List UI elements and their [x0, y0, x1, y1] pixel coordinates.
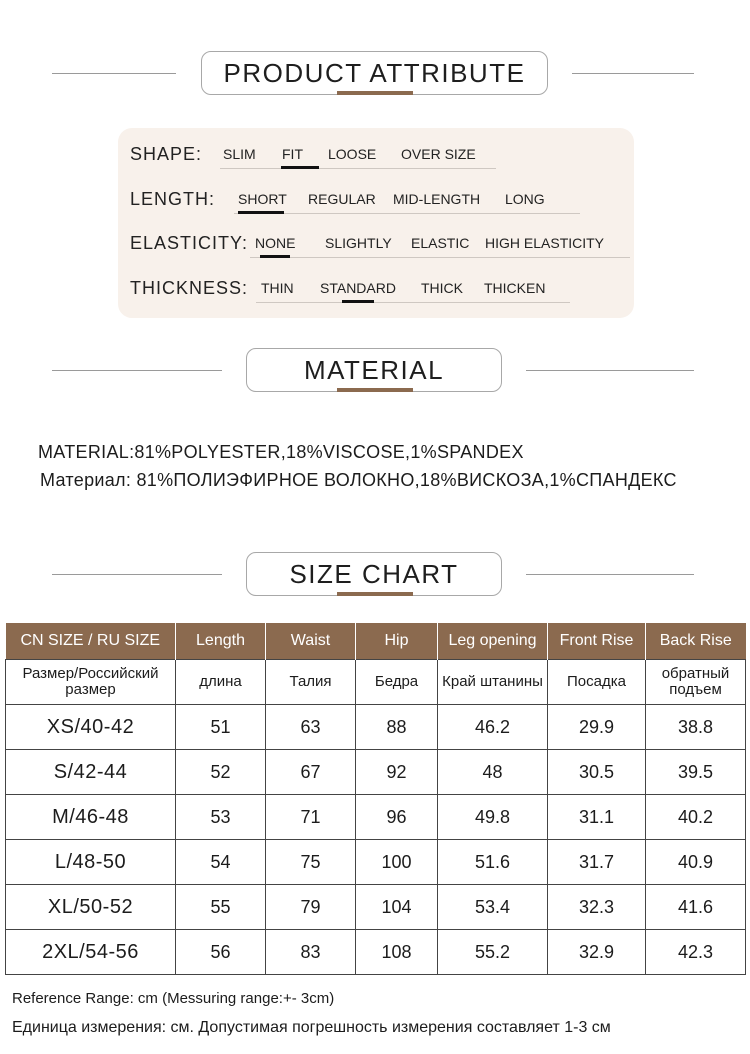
attribute-label: ELASTICITY: [130, 233, 249, 253]
subheader-cell: длина [176, 660, 266, 705]
divider-line [572, 73, 694, 74]
table-row [6, 750, 746, 795]
table-cell: 108 [356, 930, 438, 975]
selected-marker [238, 211, 284, 214]
option-thick: THICK [421, 280, 463, 296]
table-row [6, 930, 746, 975]
table-cell: 41.6 [646, 885, 746, 930]
selected-marker [260, 255, 290, 258]
table-cell: XS/40-42 [6, 705, 176, 750]
table-cell: 71 [266, 795, 356, 840]
table-cell: 2XL/54-56 [6, 930, 176, 975]
table-cell: 51.6 [438, 840, 548, 885]
option-high-elasticity: HIGH ELASTICITY [485, 235, 605, 251]
option-standard: STANDARD [320, 280, 396, 296]
attribute-label: THICKNESS: [130, 278, 249, 298]
subheader-cell: Посадка [548, 660, 646, 705]
section-title: MATERIAL [246, 348, 502, 392]
table-cell: 49.8 [438, 795, 548, 840]
material-heading [0, 348, 750, 398]
option-long: LONG [505, 191, 545, 207]
table-cell: 75 [266, 840, 356, 885]
table-cell: 40.2 [646, 795, 746, 840]
table-cell: 31.7 [548, 840, 646, 885]
table-cell: 51 [176, 705, 266, 750]
table-cell: 79 [266, 885, 356, 930]
header-hip: Hip [356, 623, 438, 660]
option-fit: FIT [282, 146, 303, 162]
table-cell: 88 [356, 705, 438, 750]
option-slim: SLIM [223, 146, 256, 162]
subheader-cell: Бедра [356, 660, 438, 705]
table-row [6, 885, 746, 930]
option-none: NONE [255, 235, 296, 251]
table-cell: 96 [356, 795, 438, 840]
table-cell: 32.3 [548, 885, 646, 930]
option-rule [220, 168, 496, 169]
table-cell: XL/50-52 [6, 885, 176, 930]
subheader-cell: Размер/Российский размер [6, 660, 176, 705]
attribute-label: SHAPE: [130, 144, 203, 164]
attribute-row-length [130, 189, 630, 215]
attribute-row-shape [130, 144, 630, 170]
material-russian: Материал: 81%ПОЛИЭФИРНОЕ ВОЛОКНО,18%ВИСКОЗА,1%СПАНДЕКС [40, 470, 677, 490]
table-cell: 53 [176, 795, 266, 840]
table-row [6, 795, 746, 840]
size-chart-heading [0, 552, 750, 602]
reference-range-note: Reference Range: cm (Messuring range:+- 3cm) [12, 990, 335, 1007]
header-waist: Waist [266, 623, 356, 660]
section-title: PRODUCT ATTRIBUTE [201, 51, 548, 95]
option-thin: THIN [261, 280, 294, 296]
subheader-cell: обратный подъем [646, 660, 746, 705]
title-underline [337, 91, 413, 95]
table-cell: 31.1 [548, 795, 646, 840]
table-cell: 30.5 [548, 750, 646, 795]
divider-line [52, 370, 222, 371]
header-row [6, 623, 746, 660]
product-attribute-heading [0, 51, 750, 101]
option-rule [256, 302, 570, 303]
header-leg-opening: Leg opening [438, 623, 548, 660]
table-row [6, 705, 746, 750]
subheader-cell: Край штанины [438, 660, 548, 705]
attribute-label: LENGTH: [130, 189, 216, 209]
option-slightly: SLIGHTLY [325, 235, 392, 251]
option-regular: REGULAR [308, 191, 376, 207]
selected-marker [342, 300, 374, 303]
table-cell: 54 [176, 840, 266, 885]
option-thicken: THICKEN [484, 280, 546, 296]
table-row [6, 840, 746, 885]
table-cell: 55.2 [438, 930, 548, 975]
divider-line [52, 574, 222, 575]
section-title: SIZE CHART [246, 552, 502, 596]
option-over-size: OVER SIZE [401, 146, 476, 162]
table-cell: 100 [356, 840, 438, 885]
table-cell: 56 [176, 930, 266, 975]
table-cell: 63 [266, 705, 356, 750]
header-cn-size: CN SIZE / RU SIZE [6, 623, 176, 660]
measurement-note-russian: Единица измерения: см. Допустимая погрешность измерения составляет 1-3 см [12, 1019, 611, 1036]
table-cell: 67 [266, 750, 356, 795]
size-table [5, 623, 746, 975]
option-elastic: ELASTIC [411, 235, 470, 251]
table-cell: 48 [438, 750, 548, 795]
table-cell: 29.9 [548, 705, 646, 750]
subheader-row [6, 660, 746, 705]
option-loose: LOOSE [328, 146, 377, 162]
table-cell: L/48-50 [6, 840, 176, 885]
attribute-panel [118, 128, 634, 318]
table-cell: 40.9 [646, 840, 746, 885]
title-underline [337, 388, 413, 392]
table-cell: 83 [266, 930, 356, 975]
header-back-rise: Back Rise [646, 623, 746, 660]
attribute-row-elasticity [130, 233, 635, 259]
table-cell: M/46-48 [6, 795, 176, 840]
material-english: MATERIAL:81%POLYESTER,18%VISCOSE,1%SPANDEX [38, 442, 524, 462]
option-mid-length: MID-LENGTH [393, 191, 481, 207]
table-cell: 42.3 [646, 930, 746, 975]
table-cell: 53.4 [438, 885, 548, 930]
table-cell: 32.9 [548, 930, 646, 975]
option-short: SHORT [238, 191, 287, 207]
title-underline [337, 592, 413, 596]
subheader-cell: Талия [266, 660, 356, 705]
table-cell: 92 [356, 750, 438, 795]
table-cell: 39.5 [646, 750, 746, 795]
table-cell: 38.8 [646, 705, 746, 750]
divider-line [52, 73, 176, 74]
divider-line [526, 574, 694, 575]
attribute-row-thickness [130, 278, 630, 304]
header-front-rise: Front Rise [548, 623, 646, 660]
table-cell: 55 [176, 885, 266, 930]
header-length: Length [176, 623, 266, 660]
selected-marker [281, 166, 319, 169]
divider-line [526, 370, 694, 371]
table-cell: 52 [176, 750, 266, 795]
table-cell: 104 [356, 885, 438, 930]
option-rule [250, 257, 630, 258]
table-cell: S/42-44 [6, 750, 176, 795]
table-cell: 46.2 [438, 705, 548, 750]
option-rule [234, 213, 580, 214]
